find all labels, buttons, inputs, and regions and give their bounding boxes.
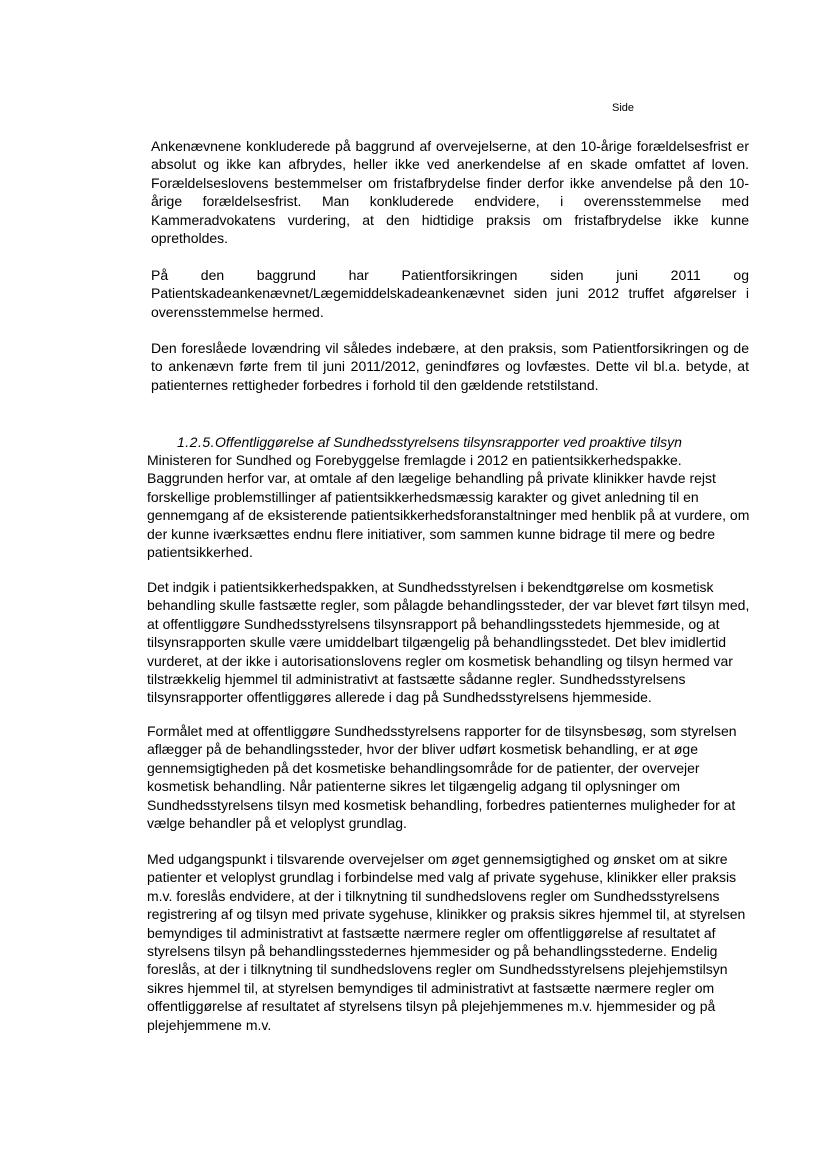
paragraph-proposed-amendment: Den foreslåede lovændring vil således indebære, at den praksis, som Patientforsikringen og de to ankenævn førte frem til juni 2011/2012, genindføres og lovfæstes. Dette vil bl.a. betyde, at patienternes rettigheder forbedres i forhold til den gældende retstilstand. (151, 340, 749, 393)
paragraph-decisions-since-2011: På den baggrund har Patientforsikringen siden juni 2011 og Patientskadeankenævnet/Lægemiddelskadeankenævnet siden juni 2012 truffet afgørelser i overensstemmelse hermed. (151, 267, 749, 320)
paragraph-cosmetic-treatment-rules: Det indgik i patientsikkerhedspakken, at Sundhedsstyrelsen i bekendtgørelse om kosmetisk behandling skulle fastsætte regler, som pålagde behandlingssteder, der var blevet ført tilsyn med, at offentliggøre Sundhedsstyrelsens tilsynsrapport på behandlingsstedets hjemmeside, og at tilsynsrapporten skulle være umiddelbart tilgængelig på behandlingsstedet. Det blev imidlertid vurderet, at der ikke i autorisationslovens regler om kosmetisk behandling og tilsyn hermed var tilstrækkelig hjemmel til administrativt at fastsætte sådanne regler. Sundhedsstyrelsens tilsynsrapporter offentliggøres allerede i dag på Sundhedsstyrelsens hjemmeside. (147, 579, 750, 706)
page-header-label: Side (612, 102, 635, 114)
paragraph-purpose-transparency: Formålet med at offentliggøre Sundhedsstyrelsens rapporter for de tilsynsbesøg, som styrelsen aflægger på de behandlingssteder, hvor der bliver udført kosmetisk behandling, er at øge gennemsigtigheden på det kosmetiske behandlingsområde for de patienter, der overvejer kosmetisk behandling. Når patienterne sikres let tilgængelig adgang til oplysninger om Sundhedsstyrelsens tilsyn med kosmetisk behandling, forbedres patienternes muligheder for at vælge behandler på et veloplyst grundlag. (147, 723, 737, 832)
paragraph-patient-safety-package: Ministeren for Sundhed og Forebyggelse fremlagde i 2012 en patientsikkerhedspakke. Baggrunden herfor var, at omtale af den lægelige behandling på private klinikker havde rejst forskellige problemstillinger af patientsikkerhedsmæssig karakter og givet anledning til en gennemgang af de eksisterende patientsikkerhedsforanstaltninger med henblik på at vurdere, om der kunne iværksættes endnu flere initiativer, som sammen kunne bidrage til mere og bedre patientsikkerhed. (147, 452, 750, 561)
section-heading (177, 433, 682, 451)
section-number: 1.2.5. (177, 434, 216, 450)
section-title: Offentliggørelse af Sundhedsstyrelsens tilsynsrapporter ved proaktive tilsyn (215, 434, 682, 450)
paragraph-statute-of-limitations: Ankenævnene konkluderede på baggrund af overvejelserne, at den 10-årige forældelsesfrist er absolut og ikke kan afbrydes, heller ikke ved anerkendelse af en skade omfattet af loven. Forældelseslovens bestemmelser om fristafbrydelse finder derfor ikke anvendelse på den 10-årige forældelsesfrist. Man konkluderede endvidere, i overensstemmelse med Kammeradvokatens vurdering, at den hidtidige praksis om fristafbrydelse ikke kunne opretholdes. (151, 138, 749, 247)
paragraph-private-hospitals-nursing-homes: Med udgangspunkt i tilsvarende overvejelser om øget gennemsigtighed og ønsket om at sikre patienter et veloplyst grundlag i forbindelse med valg af private sygehuse, klinikker eller praksis m.v. foreslås endvidere, at der i tilknytning til sundhedslovens regler om Sundhedsstyrelsens registrering af og tilsyn med private sygehuse, klinikker og praksis sikres hjemmel til, at styrelsen bemyndiges til administrativt at fastsætte nærmere regler om offentliggørelse af resultatet af styrelsens tilsyn på behandlingsstedernes hjemmesider og på behandlingsstederne. Endelig foreslås, at der i tilknytning til sundhedslovens regler om Sundhedsstyrelsens plejehjemstilsyn sikres hjemmel til, at styrelsen bemyndiges til administrativt at fastsætte nærmere regler om offentliggørelse af resultatet af styrelsens tilsyn på plejehjemmenes m.v. hjemmesider og på plejehjemmene m.v. (147, 851, 746, 1033)
